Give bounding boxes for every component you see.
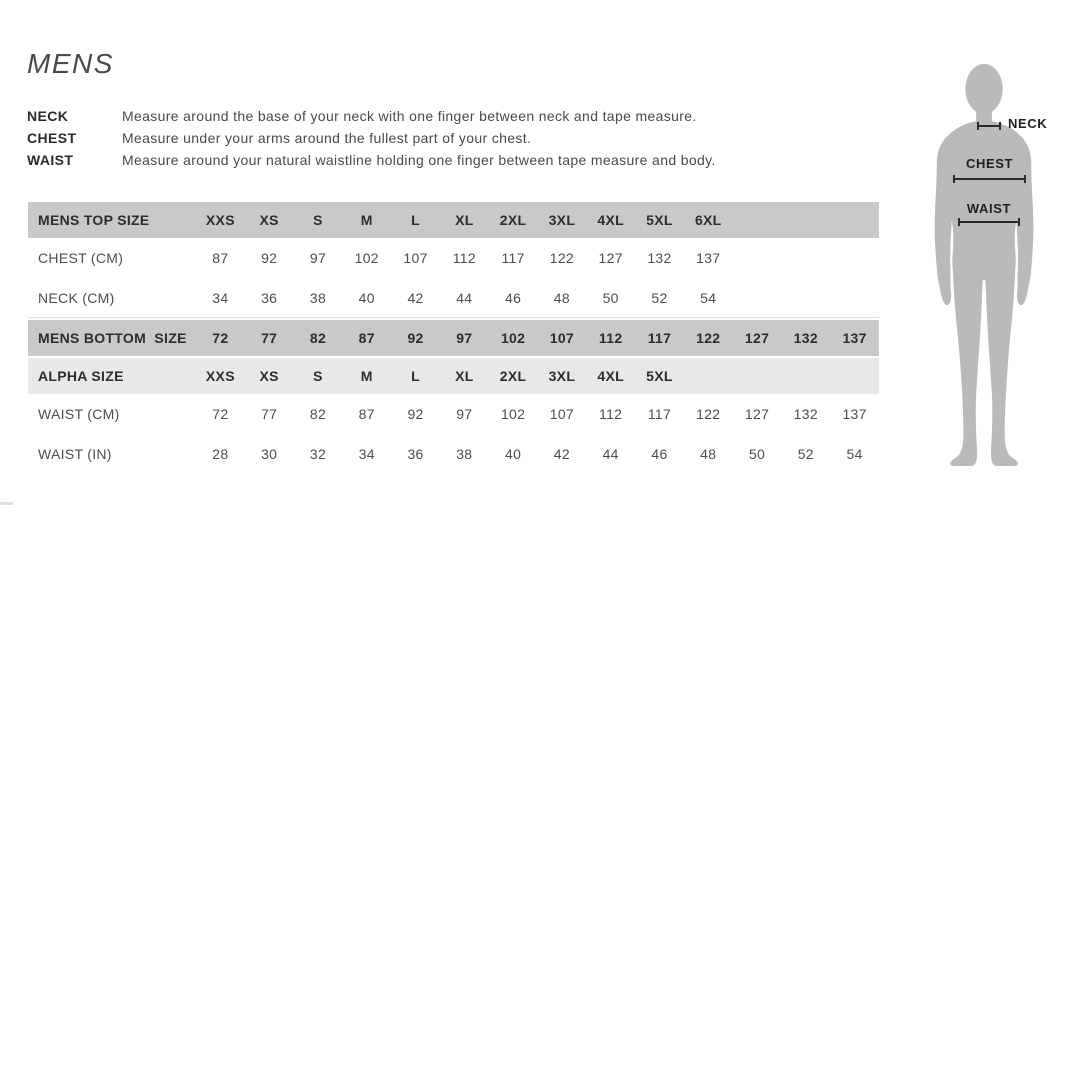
table-cell: 132 [647,250,672,266]
table-cell: 122 [696,330,721,346]
size-table [28,202,879,474]
measure-guide-row [27,127,716,149]
row-label: ALPHA SIZE [38,368,124,384]
table-cell: 77 [261,330,278,346]
table-cell: XXS [205,212,235,228]
table-cell: 32 [309,446,327,462]
row-label: WAIST (IN) [38,446,112,462]
measure-label-chest: CHEST [27,130,77,146]
table-cell: 112 [452,250,476,266]
table-cell: 48 [553,289,570,306]
table-cell: 6XL [694,212,722,228]
neck-measure-line [977,125,1001,127]
measure-text-waist: Measure around your natural waistline holding one finger between tape measure and body. [122,152,716,168]
measure-text-chest: Measure under your arms around the fullest part of your chest. [122,130,532,146]
table-cell: 46 [505,289,522,306]
table-cell: 132 [793,330,818,346]
table-cell: 127 [744,330,770,346]
table-cell: 5XL [646,368,673,384]
table-cell: 97 [309,250,327,266]
table-cell: 36 [261,289,278,306]
table-cell: 52 [797,446,814,462]
table-row [28,394,879,434]
table-cell: 5XL [646,212,673,228]
table-cell: XXS [205,368,235,384]
table-cell: 50 [748,446,766,462]
table-cell: XS [259,368,279,384]
figure-chest-label: CHEST [965,156,1014,171]
table-cell: 42 [407,289,424,306]
table-cell: 127 [598,250,623,266]
table-cell: 30 [261,446,278,462]
table-cell: 92 [407,406,424,422]
table-cell: 102 [354,250,379,266]
table-cell: 107 [549,406,575,422]
table-row [28,202,879,238]
table-row [28,434,879,474]
table-cell: M [360,368,373,384]
table-cell: 38 [456,446,473,462]
table-row [28,358,879,394]
waist-measure-line [958,221,1020,223]
table-cell: 3XL [548,212,576,228]
table-cell: 48 [700,446,717,462]
table-row [28,278,879,318]
table-cell: 102 [500,406,526,422]
table-cell: L [411,368,420,384]
table-cell: 87 [212,250,229,266]
table-row [28,320,879,356]
row-label: CHEST (CM) [38,250,124,266]
table-cell: 54 [700,289,717,306]
measure-label-waist: WAIST [27,152,74,168]
table-cell: 38 [309,289,327,306]
table-cell: 77 [261,406,278,422]
table-cell: 117 [647,406,672,422]
table-cell: 34 [212,289,229,306]
table-cell: 87 [358,406,375,422]
row-label: MENS BOTTOM SIZE [38,330,187,346]
row-label: WAIST (CM) [38,406,120,422]
table-cell: 107 [549,330,575,346]
table-cell: S [313,212,323,228]
table-cell: 2XL [499,212,527,228]
measure-label-neck: NECK [27,108,69,124]
row-label: MENS TOP SIZE [38,212,150,228]
chest-measure-line [953,178,1026,180]
measure-guide-row [27,105,716,127]
table-cell: 34 [358,446,375,462]
table-row [28,238,879,278]
table-cell: 40 [505,446,522,462]
edge-artifact-mark [0,502,13,505]
table-cell: 127 [744,406,770,422]
table-cell: 117 [501,250,525,266]
table-cell: 72 [212,406,229,422]
table-cell: 137 [696,250,721,266]
table-cell: 87 [358,330,375,346]
table-cell: 107 [403,250,428,266]
table-cell: XS [259,212,279,228]
table-cell: 72 [212,330,229,346]
figure-waist-label: WAIST [966,201,1012,216]
row-label: NECK (CM) [38,289,115,306]
table-cell: 102 [500,330,526,346]
measure-guide-row [27,149,716,171]
table-cell: 28 [212,446,229,462]
table-cell: L [411,212,420,228]
table-cell: 54 [846,446,863,462]
table-cell: 50 [602,289,619,306]
table-cell: 4XL [597,212,624,228]
figure-neck-label: NECK [1008,116,1048,131]
table-cell: 46 [651,446,668,462]
table-cell: 97 [456,330,473,346]
measure-guide [27,105,716,171]
table-cell: 92 [407,330,424,346]
table-cell: 36 [407,446,424,462]
table-cell: 82 [309,406,327,422]
table-cell: 82 [309,330,327,346]
table-cell: 137 [842,406,867,422]
table-cell: 132 [793,406,818,422]
table-cell: 42 [553,446,570,462]
table-cell: 2XL [499,368,527,384]
table-cell: XL [455,368,474,384]
table-cell: S [313,368,323,384]
table-cell: 44 [602,446,619,462]
table-cell: 97 [456,406,473,422]
measure-text-neck: Measure around the base of your neck with one finger between neck and tape measure. [122,108,697,124]
table-cell: M [360,212,373,228]
table-cell: 52 [651,289,668,306]
table-cell: 40 [358,289,375,306]
table-cell: 92 [261,250,278,266]
table-cell: 3XL [548,368,576,384]
page-title: MENS [27,48,114,79]
table-cell: 44 [456,289,473,306]
table-cell: 112 [598,330,623,346]
table-cell: XL [455,212,474,228]
table-cell: 4XL [597,368,624,384]
table-cell: 112 [599,406,623,422]
table-cell: 117 [647,330,672,346]
table-cell: 122 [549,250,575,266]
table-cell: 137 [842,330,867,346]
table-cell: 122 [696,406,721,422]
